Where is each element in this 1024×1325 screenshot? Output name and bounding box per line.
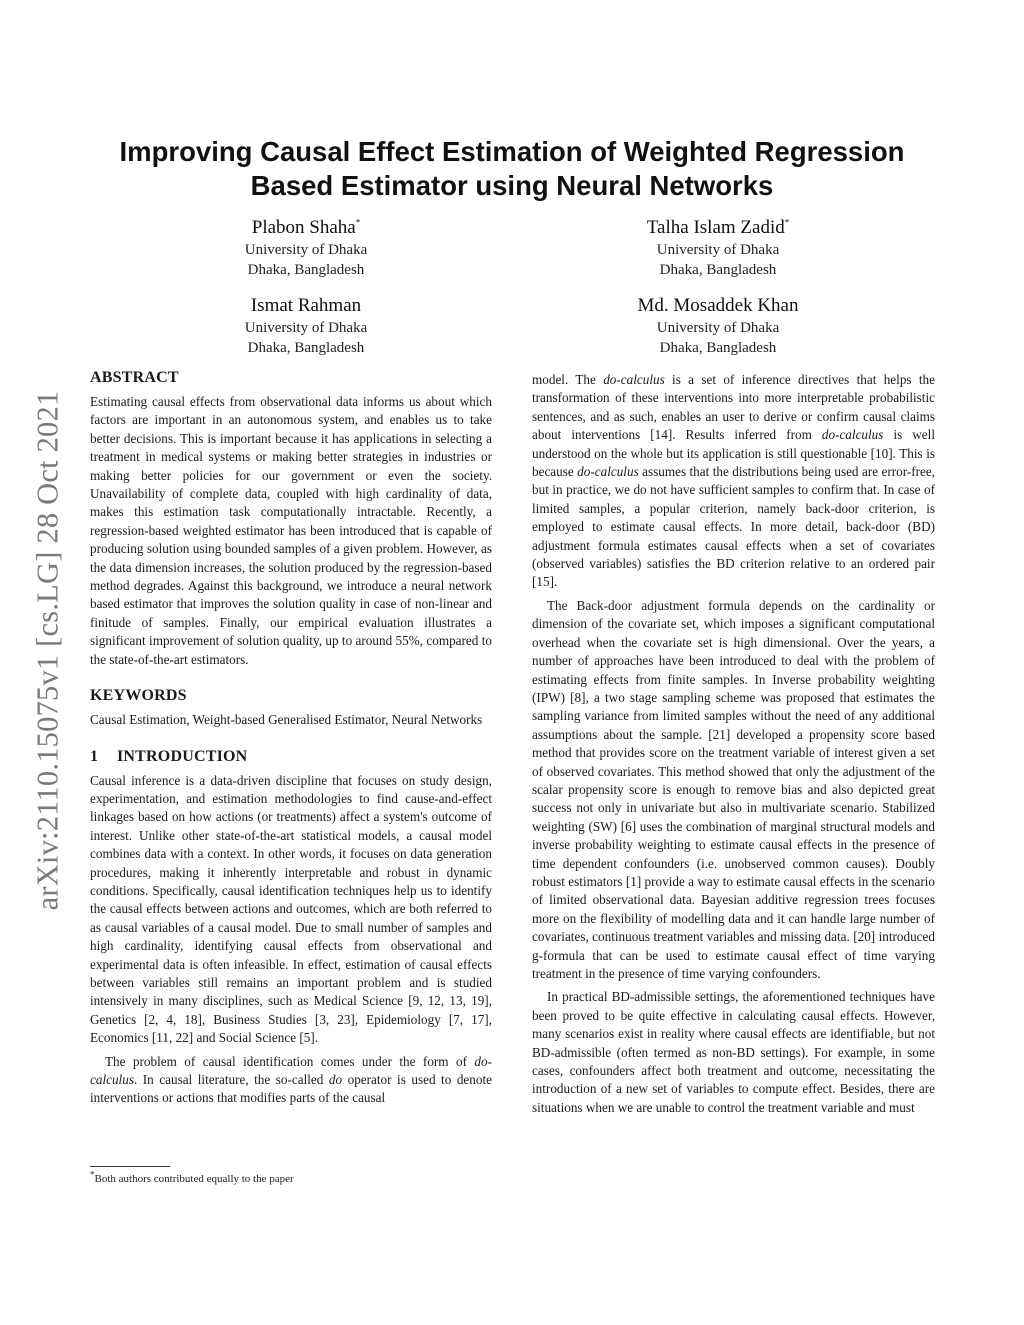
author-footnote-mark: * <box>784 217 790 228</box>
do-calculus-term: do-calculus <box>603 372 665 387</box>
author-block <box>568 294 868 358</box>
do-calculus-term: do-calculus <box>577 464 639 480</box>
do-calculus-term: do-calculus <box>90 1053 492 1087</box>
section-heading-introduction <box>90 747 492 767</box>
author-block <box>568 216 868 280</box>
footnote-text: Both authors contributed equally to the paper <box>94 1173 294 1185</box>
arxiv-identifier: arXiv:2110.15075v1 [cs.LG] 28 Oct 2021 <box>30 390 65 910</box>
abstract-heading: ABSTRACT <box>90 369 179 386</box>
author-name: Md. Mosaddek Khan <box>637 295 799 316</box>
author-location: Dhaka, Bangladesh <box>247 262 365 278</box>
do-calculus-term: do-calculus <box>821 427 884 443</box>
author-location: Dhaka, Bangladesh <box>659 340 777 356</box>
author-affiliation: University of Dhaka <box>656 320 780 336</box>
intro-paragraph: Causal inference is a data-driven discipline that focuses on study design, experimentation, and estimation methodologies to find cause-and-effect linkages based on how actions (or treatments) affect a system's outcome of interest. Unlike other state-of-the-art statistical models, a causal model combines data with a context. In other words, it focuses on data generation procedures, making it inherently interpretable and robust in dynamic conditions. Specifically, causal identification techniques help us to identify the causal effects between actions and outcomes, which are both referred to as causal variables of a causal model. Due to small number of samples and high cardinality, identifying causal effects from observational and experimental data is often infeasible. In effect, estimation of causal effects between variables still remains an important problem and is studied intensively in many disciplines, such as Medical Science [9, 12, 13, 19], Genetics [2, 4, 18], Business Studies [3, 23], Epidemiology [7, 17], Economics [11, 22] and Social Science [5]. <box>90 772 492 1046</box>
footnote <box>90 1169 294 1186</box>
arxiv-stamp <box>8 360 88 940</box>
left-column <box>90 368 492 1108</box>
author-location: Dhaka, Bangladesh <box>659 262 777 278</box>
intro-paragraph: In practical BD-admissible settings, the aforementioned techniques have been proved to be quite effective in calculating causal effects. However, many scenarios exist in reality where causal effects are identifiable, but not BD-admissible (often termed as non-BD settings). For example, in some cases, confounders affect both treatment and outcome, necessitating the introduction of a new set of variables to compute effect. Besides, there are situations when we are unable to control the treatment variable and must <box>532 989 935 1115</box>
author-name: Talha Islam Zadid* <box>646 217 790 238</box>
author-affiliation: University of Dhaka <box>656 242 780 258</box>
section-title: INTRODUCTION <box>117 747 248 765</box>
keywords-heading: KEYWORDS <box>90 687 187 705</box>
intro-paragraph: The Back-door adjustment formula depends on the cardinality or dimension of the covariate set, which imposes a significant computational overhead when the covariate set is high dimensional. Over the years, a number of approaches have been introduced to deal with the problem of estimating effects from finite samples. In Inverse probability weighting (IPW) [8], a two stage sampling scheme was proposed that estimates the sampling variance from limited samples without the need of any additional assumptions about the sample. [21] developed a propensity score based method that provides score on the treatment variable of interest given a set of observed covariates. This method showed that only the adjustment of the scalar propensity score is enough to remove bias and also depicted great success not only in univariate but also in multivariate scenario. Stabilized weighting (SW) [6] uses the combination of marginal structural models and inverse probability weighting to estimate causal effects in the presence of time dependent confounders (i.e. unobserved common causes). Doubly robust estimators [1] provide a way to estimate causal effects in the scenario of limited observational data. Bayesian additive regression trees focuses more on the flexibility of modelling data and it can handle large number of covariates, continuous treatment variables and missing data. [20] introduced g-formula that can be used to estimate causal effect of time varying treatment in the presence of time varying confounders. <box>532 597 935 981</box>
author-footnote-mark: * <box>355 217 361 228</box>
footnote-mark: * <box>90 1169 95 1180</box>
author-name: Ismat Rahman <box>250 295 362 316</box>
right-column <box>532 371 935 1117</box>
do-operator-term: do <box>328 1072 343 1087</box>
intro-paragraph: model. The do-calculus is a set of inference directives that helps the transformation of these interventions into more interpretable probabilistic sentences, and as such, enables an user to derive or confirm causal claims about interventions [14]. Results inferred from do-calculus is well understood on the whole but its application is still questionable [10]. This is because do-calculus assumes that the distributions being used are error-free, but in practice, we do not have sufficient samples to confirm that. In case of limited samples, a popular criterion, namely back-door criterion, is employed to estimate causal effects. In more detail, back-door (BD) adjustment formula estimates causal effects when a set of covariates (observed variables) satisfies the BD criterion relative to an ordered pair [15]. <box>532 372 936 590</box>
author-affiliation: University of Dhaka <box>244 242 368 258</box>
intro-paragraph: The problem of causal identification comes under the form of do-calculus. In causal literature, the so-called do operator is used to denote interventions or actions that modifies parts of the causal <box>90 1053 492 1106</box>
author-location: Dhaka, Bangladesh <box>247 340 365 356</box>
author-block <box>156 216 456 280</box>
author-affiliation: University of Dhaka <box>244 320 368 336</box>
paper-title: Improving Causal Effect Estimation of Weighted Regression Based Estimator using Neural Networks <box>119 136 905 201</box>
footnote-rule <box>90 1166 170 1167</box>
author-name: Plabon Shaha* <box>251 217 361 238</box>
abstract-text: Estimating causal effects from observational data informs us about which factors are important in an autonomous system, and enables us to take better decisions. This is important because it has applications in selecting a treatment in medical systems or making better strategies in industries or making better policies for our government or even the society. Unavailability of complete data, coupled with high cardinality of data, makes this estimation task computationally intractable. Recently, a regression-based weighted estimator has been introduced that is capable of producing solution using bounded samples of a given problem. However, as the data dimension increases, the solution produced by the regression-based method degrades. Against this background, we introduce a neural network based estimator that improves the solution quality in case of non-linear and finitude of samples. Finally, our empirical evaluation illustrates a significant improvement of solution quality, up to around 55%, compared to the state-of-the-art estimators. <box>90 394 492 667</box>
keywords-text: Causal Estimation, Weight-based Generalised Estimator, Neural Networks <box>90 712 483 728</box>
section-number: 1 <box>90 747 99 765</box>
author-block <box>156 294 456 358</box>
